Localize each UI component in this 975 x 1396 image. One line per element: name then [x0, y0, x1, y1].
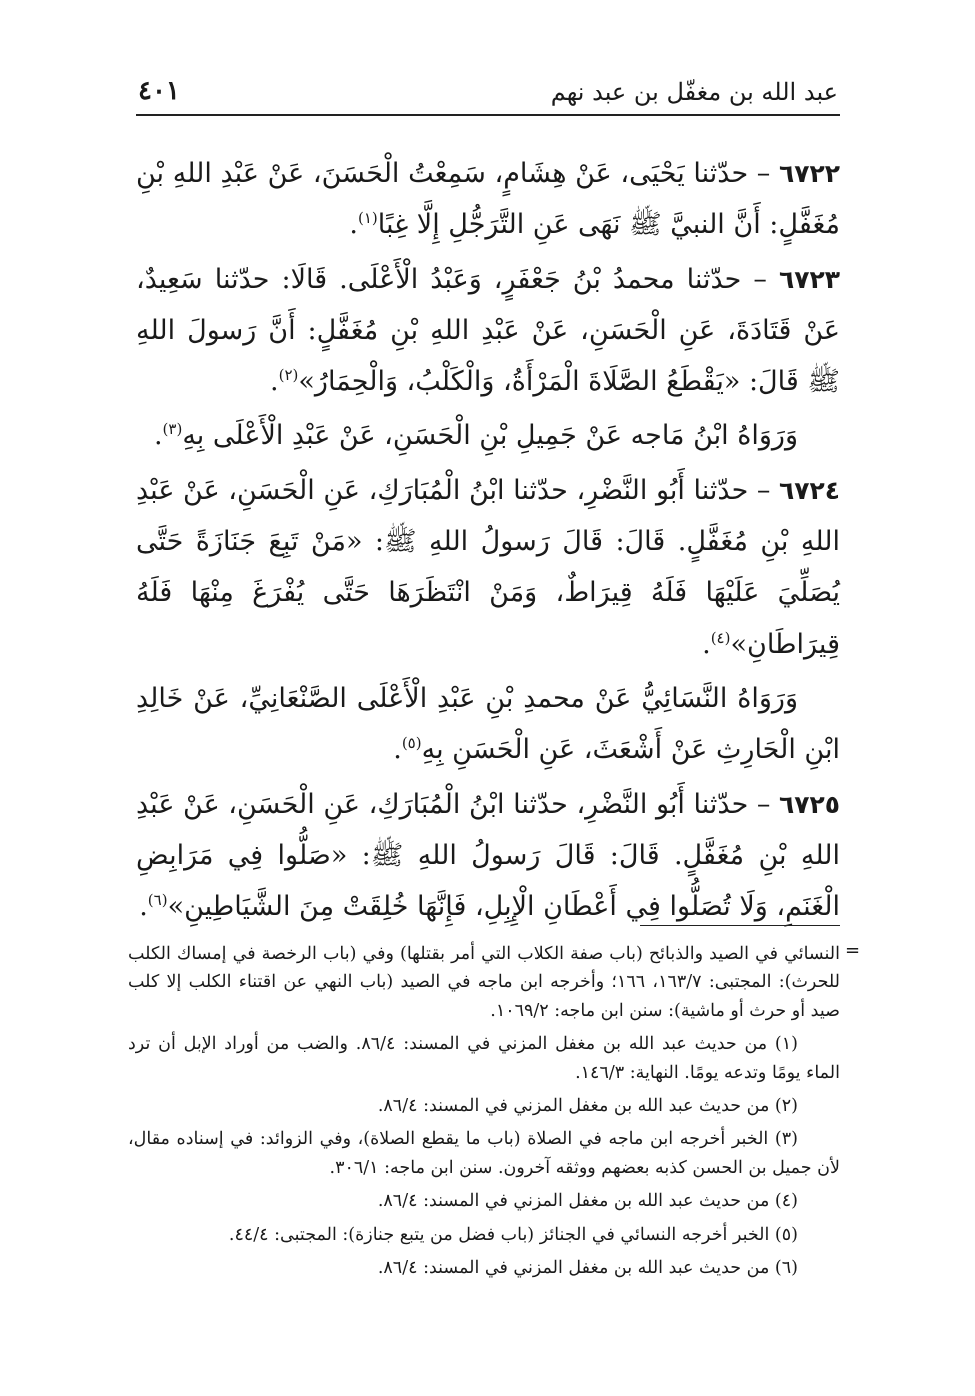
footnote: (٥) الخبر أخرجه النسائي في الجنائز (باب فضل من يتبع جنازة): المجتبى: ٤٤/٤. — [228, 1224, 798, 1245]
footnote-ref: (٣) — [162, 420, 183, 439]
footnotes — [128, 940, 840, 1287]
footnote-ref: (٢) — [278, 366, 299, 385]
hadith-text: – حدّثنا أَبُو النَّضْرِ، حدّثنا ابْنُ الْمُبَارَكِ، عَنِ الْحَسَنِ، عَنْ عَبْدِ اللهِ بْنِ مُغَفَّلٍ. قَالَ: قَالَ رَسولُ اللهِ ﷺ: «مَنْ تَبِعَ جَنَازَةً حَتَّى يُصَلِّيَ عَلَيْهَا فَلَهُ قِيرَاطٌ، وَمَنْ انْتَظَرَهَا حَتَّى يُفْرَغَ مِنْهَا فَلَهُ قِيرَاطَانِ» — [136, 474, 840, 660]
punctuation: . — [270, 366, 279, 398]
continuation-mark: = — [845, 940, 861, 961]
footnote: (٦) من حديث عبد الله بن مغفل المزني في المسند: ٨٦/٤. — [377, 1258, 798, 1279]
footnote: (٤) من حديث عبد الله بن مغفل المزني في المسند: ٨٦/٤. — [377, 1191, 798, 1212]
footnote: (٣) الخبر أخرجه ابن ماجه في الصلاة (باب ما يقطع الصلاة)، وفي الزوائد: في إسناده مقال، لأن جميل بن الحسن كذبه بعضهم ووثقه آخرون. سنن ابن ماجه: ٣٠٦/١. — [128, 1129, 840, 1178]
running-title: عبد الله بن مغفّل بن عبد نهم — [550, 78, 838, 106]
narration-paragraph — [136, 673, 840, 776]
punctuation: . — [702, 628, 711, 660]
hadith-text: – حدّثنا يَحْيَى، عَنْ هِشَامٍ، سَمِعْتُ الْحَسَنَ، عَنْ عَبْدِ اللهِ بْنِ مُغَفَّلٍ: أَنَّ النبيَّ ﷺ نَهَى عَنِ التَّرَجُّلِ إِلَّا غِبًا — [136, 158, 840, 241]
narration-text: وَرَوَاهُ ابْنُ مَاجه عَنْ جَمِيلِ بْنِ الْحَسَنِ، عَنْ عَبْدِ الْأَعْلَى بِهِ — [182, 420, 798, 452]
hadith-number: ٦٧٢٢ — [778, 159, 840, 188]
hadith-text: – حدّثنا أَبُو النَّضْرِ، حدّثنا ابْنُ الْمُبَارَكِ، عَنِ الْحَسَنِ، عَنْ عَبْدِ اللهِ بْنِ مُغَفَّلٍ. قَالَ: قَالَ رَسولُ اللهِ ﷺ: «صَلُّوا فِي مَرَابِضِ الْغَنَمِ، وَلَا تُصَلُّوا فِي أَعْطَانِ الْإِبِلِ، فَإِنَّهَا خُلِقَتْ مِنَ الشَّيَاطِينِ» — [136, 788, 840, 923]
footnote-ref: (٦) — [147, 891, 168, 910]
footnote-ref: (١) — [357, 209, 378, 228]
header-rule — [136, 114, 840, 116]
hadith-number: ٦٧٢٥ — [778, 789, 840, 819]
footnote-ref: (٥) — [401, 734, 422, 753]
hadith-number: ٦٧٢٤ — [778, 475, 840, 505]
narration-paragraph — [136, 410, 840, 461]
footnote: (٢) من حديث عبد الله بن مغفل المزني في المسند: ٨٦/٤. — [377, 1096, 798, 1117]
punctuation: . — [393, 734, 402, 766]
punctuation: . — [139, 891, 148, 923]
page-number: ٤٠١ — [138, 76, 180, 106]
narration-text: وَرَوَاهُ النَّسَائِيُّ عَنْ محمدِ بْنِ عَبْدِ الْأَعْلَى الصَّنْعَانِيِّ، عَنْ خَالِدِ ابْنِ الْحَارِثِ عَنْ أَشْعَثَ، عَنِ الْحَسَنِ بِهِ — [136, 682, 840, 766]
hadith-text: – حدّثنا محمدُ بْنُ جَعْفَرٍ، وَعَبْدُ الْأَعْلَى. قَالَا: حدّثنا سَعِيدٌ، عَنْ قَتَادَةَ، عَنِ الْحَسَنِ، عَنْ عَبْدِ اللهِ بْنِ مُغَفَّلٍ: أَنَّ رَسولَ اللهِ ﷺ قَالَ: «يَقْطَعُ الصَّلَاةَ الْمَرْأَةُ، وَالْكَلْبُ، وَالْحِمَارُ» — [136, 263, 840, 398]
punctuation: . — [349, 209, 358, 241]
hadith-number: ٦٧٢٣ — [778, 264, 840, 294]
footnote: النسائي في الصيد والذبائح (باب صفة الكلاب التي أمر بقتلها) وفي (باب الرخصة في إمساك الكلب للحرث): المجتبى: ١٦٣/٧، ١٦٦؛ وأخرجه ابن ماجه في الصيد (باب النهي عن اقتناء الكلب إلا كلب صيد أو حرث أو ماشية): سنن ابن ماجه: ١٠٦٩/٢. — [128, 944, 840, 1021]
footnote: (١) من حديث عبد الله بن مغفل المزني في المسند: ٨٦/٤. والضب من أوراد الإبل أن ترد الماء يومًا وتدعه يومًا. النهاية: ١٤٦/٣. — [128, 1034, 840, 1083]
hadith-paragraph — [136, 148, 840, 251]
page-header — [138, 60, 838, 106]
main-text — [136, 148, 840, 935]
hadith-paragraph — [136, 779, 840, 933]
footnote-ref: (٤) — [710, 628, 731, 647]
hadith-paragraph — [136, 254, 840, 408]
footnote-separator — [640, 925, 840, 926]
hadith-paragraph — [136, 465, 840, 670]
punctuation: . — [153, 420, 163, 452]
